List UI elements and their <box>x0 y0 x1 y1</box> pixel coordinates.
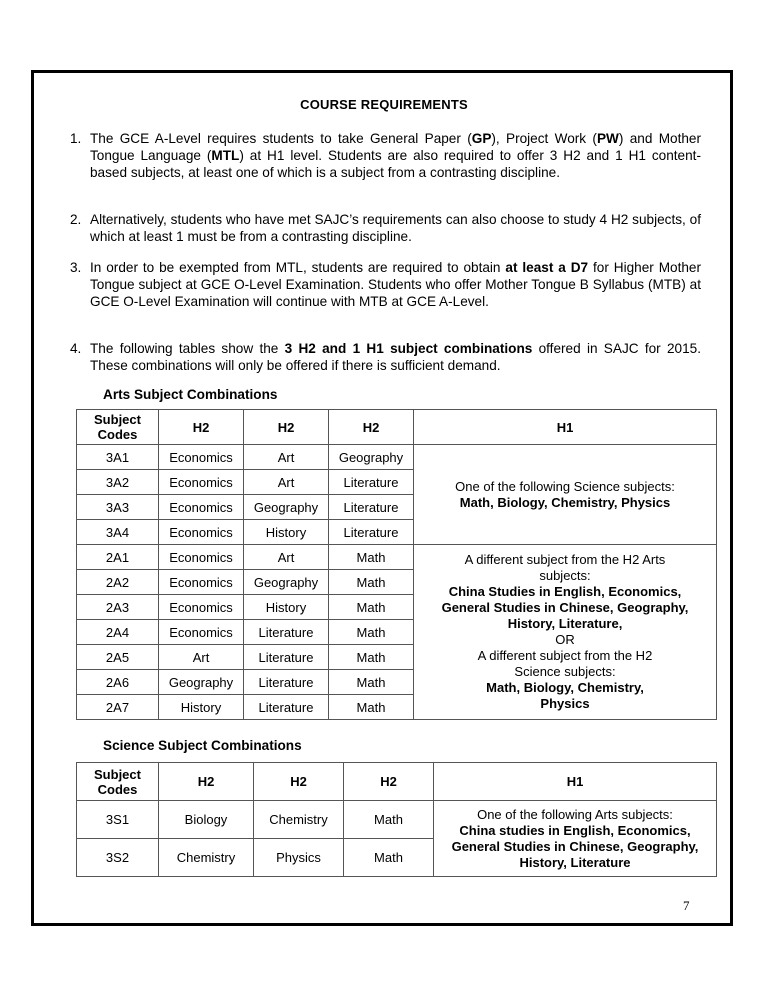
page-number: 7 <box>683 898 690 913</box>
table-cell: 2A4 <box>77 620 159 645</box>
header-cell: H2 <box>254 763 344 801</box>
table-cell: Literature <box>244 620 329 645</box>
header-cell: Subject Codes <box>77 763 159 801</box>
table-cell: 3A2 <box>77 470 159 495</box>
header-cell: H1 <box>414 410 717 445</box>
table-cell: Art <box>159 645 244 670</box>
table-cell: Economics <box>159 495 244 520</box>
table-cell: Literature <box>329 520 414 545</box>
table-cell: History <box>244 595 329 620</box>
table-cell: 2A1 <box>77 545 159 570</box>
table-cell: History <box>244 520 329 545</box>
item-text: The following tables show the 3 H2 and 1 H1 subject combinations offered in SAJC for 2015. These combinations will only be offered if there is sufficient demand. <box>90 341 701 373</box>
header-cell: H2 <box>244 410 329 445</box>
table-cell: 3A1 <box>77 445 159 470</box>
table-cell: Math <box>329 670 414 695</box>
item-number: 3. <box>70 260 82 275</box>
table-header-row <box>77 410 717 445</box>
header-cell: H1 <box>434 763 717 801</box>
table-cell: Economics <box>159 520 244 545</box>
item-number: 1. <box>70 131 82 146</box>
table-row <box>77 545 717 570</box>
science-table <box>76 762 717 877</box>
table-cell: Economics <box>159 570 244 595</box>
table-cell: Math <box>329 620 414 645</box>
table-cell: Art <box>244 445 329 470</box>
list-item-1 <box>70 130 702 181</box>
header-cell: Subject Codes <box>77 410 159 445</box>
table-cell: Chemistry <box>254 801 344 839</box>
table-cell: Biology <box>159 801 254 839</box>
header-cell: H2 <box>344 763 434 801</box>
table-cell: 3S1 <box>77 801 159 839</box>
table-cell: Math <box>344 801 434 839</box>
table-cell: Art <box>244 545 329 570</box>
table-cell: Geography <box>329 445 414 470</box>
header-cell: H2 <box>329 410 414 445</box>
table-cell: Literature <box>244 645 329 670</box>
table-cell: Literature <box>329 495 414 520</box>
item-number: 4. <box>70 341 82 356</box>
table-cell: 3S2 <box>77 839 159 877</box>
table-row <box>77 801 717 839</box>
arts-table <box>76 409 717 720</box>
arts-heading: Arts Subject Combinations <box>103 387 278 402</box>
item-text: Alternatively, students who have met SAJC’s requirements can also choose to study 4 H2 subjects, of which at least 1 must be from a contrasting discipline. <box>90 212 701 244</box>
table-cell: Math <box>329 570 414 595</box>
header-cell: H2 <box>159 410 244 445</box>
table-cell: Art <box>244 470 329 495</box>
list-item-3 <box>70 259 702 310</box>
table-cell: 2A3 <box>77 595 159 620</box>
table-cell: 2A5 <box>77 645 159 670</box>
table-cell: Math <box>329 545 414 570</box>
list-item-4 <box>70 340 701 374</box>
table-cell: Economics <box>159 470 244 495</box>
table-cell: Chemistry <box>159 839 254 877</box>
page-title: COURSE REQUIREMENTS <box>300 97 468 112</box>
table-cell: Math <box>344 839 434 877</box>
h1-arts-options: One of the following Arts subjects: China studies in English, Economics, General Studies in Chinese, Geography, History, Literature <box>434 801 717 877</box>
table-cell: 2A6 <box>77 670 159 695</box>
item-number: 2. <box>70 212 82 227</box>
table-cell: 3A4 <box>77 520 159 545</box>
table-cell: Economics <box>159 545 244 570</box>
table-cell: Geography <box>244 570 329 595</box>
table-row <box>77 445 717 470</box>
table-cell: 2A7 <box>77 695 159 720</box>
table-cell: Literature <box>244 695 329 720</box>
table-cell: Geography <box>244 495 329 520</box>
list-item-2 <box>70 211 701 245</box>
table-cell: Economics <box>159 595 244 620</box>
item-text: In order to be exempted from MTL, students are required to obtain at least a D7 for Higher Mother Tongue subject at GCE O-Level Examination. Students who offer Mother Tongue B Syllabus (MTB) at GCE O-Level Examination will continue with MTB at GCE A-Level. <box>90 260 702 309</box>
table-cell: Economics <box>159 445 244 470</box>
table-cell: Literature <box>329 470 414 495</box>
header-cell: H2 <box>159 763 254 801</box>
table-cell: 3A3 <box>77 495 159 520</box>
table-header-row <box>77 763 717 801</box>
table-cell: 2A2 <box>77 570 159 595</box>
table-cell: History <box>159 695 244 720</box>
table-cell: Physics <box>254 839 344 877</box>
table-cell: Math <box>329 645 414 670</box>
table-cell: Literature <box>244 670 329 695</box>
h1-science-options: One of the following Science subjects: Math, Biology, Chemistry, Physics <box>414 445 717 545</box>
table-cell: Economics <box>159 620 244 645</box>
item-text: The GCE A-Level requires students to take General Paper (GP), Project Work (PW) and Mother Tongue Language (MTL) at H1 level. Students are also required to offer 3 H2 and 1 H1 content-based subjects, at least one of which is a subject from a contrasting discipline. <box>90 131 702 180</box>
table-cell: Math <box>329 595 414 620</box>
h1-arts-or-science-options: A different subject from the H2 Arts subjects: China Studies in English, Economics, General Studies in Chinese, Geography, History, Literature, OR A different subject from the H2 Science subjects: Math, Biology, Chemistry, Physics <box>414 545 717 720</box>
table-cell: Math <box>329 695 414 720</box>
science-heading: Science Subject Combinations <box>103 738 302 753</box>
table-cell: Geography <box>159 670 244 695</box>
